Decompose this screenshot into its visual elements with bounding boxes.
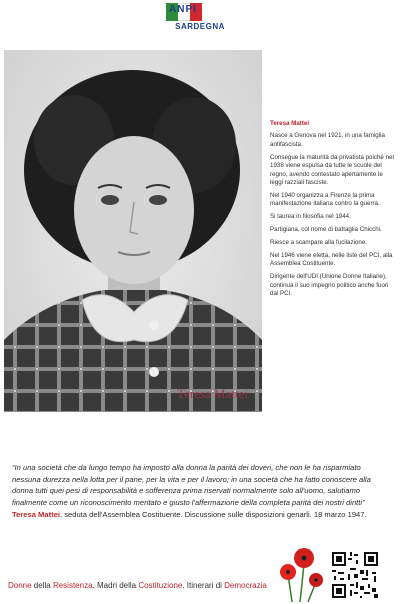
logo-region: SARDEGNA xyxy=(175,22,225,31)
footer-text: . Madri della xyxy=(92,581,139,590)
bio-paragraph: Si laurea in filosofia nel 1944. xyxy=(270,213,351,221)
footer-text: . Itinerari di xyxy=(182,581,225,590)
citation-name: Teresa Mattei xyxy=(12,510,60,519)
logo-text: ANPI xyxy=(169,4,197,15)
citation xyxy=(12,510,388,519)
portrait-photo xyxy=(4,50,262,412)
footer-tagline xyxy=(8,581,288,590)
bio-paragraph: Dirigente dell'UDI (Unione Donne Italiane), continua il suo impegno politico anche fuori dal PCI. xyxy=(270,273,389,297)
poppies-icon xyxy=(278,544,324,602)
footer-text: della xyxy=(31,581,53,590)
footer-word: Donne xyxy=(8,581,32,590)
biography xyxy=(270,120,396,303)
bio-paragraph: Partigiana, col nome di battaglia Chicchi. xyxy=(270,226,382,234)
footer-word: Democrazia xyxy=(224,581,267,590)
citation-source: , seduta dell'Assemblea Costituente. Discussione sulle disposizioni genarli. 18 marzo 1947. xyxy=(59,510,367,519)
anpi-logo xyxy=(164,2,236,32)
bio-paragraph: Nel 1946 viene eletta, nelle liste del PCI, alla Assemblea Costituente. xyxy=(270,251,393,268)
bio-name: Teresa Mattei xyxy=(270,120,310,127)
footer-word: Costituzione xyxy=(138,581,183,590)
bio-paragraph: Consegue la maturità da privatista poiché nel 1938 viene espulsa da tutte le scuole del regno, avendo contestato apertamente le leggi razziali fasciste. xyxy=(270,153,394,186)
quote-text: “In una società che da lungo tempo ha imposto alla donna la parità dei doveri, che non le ha risparmiato nessuna durezza nella lotta per il pane, per la vita e per il lavoro; in una società che ha fatto conoscere alla donna tutti quei pesi di responsabilità e sofferenza prima riservati normalmente solo all'uomo, salutiamo finalmente come un riconoscimento meritato e giusto l'affermazione della completa parità dei nostri diritti” xyxy=(12,463,371,507)
bio-paragraph: Nel 1940 organizza a Firenze la prima manifestazione italiana contro la guerra. xyxy=(270,191,380,208)
footer-word: Resistenza xyxy=(52,581,93,590)
photo-caption: Teresa Mattei xyxy=(177,386,248,401)
portrait-illustration xyxy=(4,50,262,412)
bio-paragraph: Nasce a Genova nel 1921, in una famiglia antifascista. xyxy=(270,132,385,148)
qr-code-icon[interactable] xyxy=(330,550,380,600)
bio-paragraph: Riesce a scampare alla fucilazione. xyxy=(270,238,367,246)
